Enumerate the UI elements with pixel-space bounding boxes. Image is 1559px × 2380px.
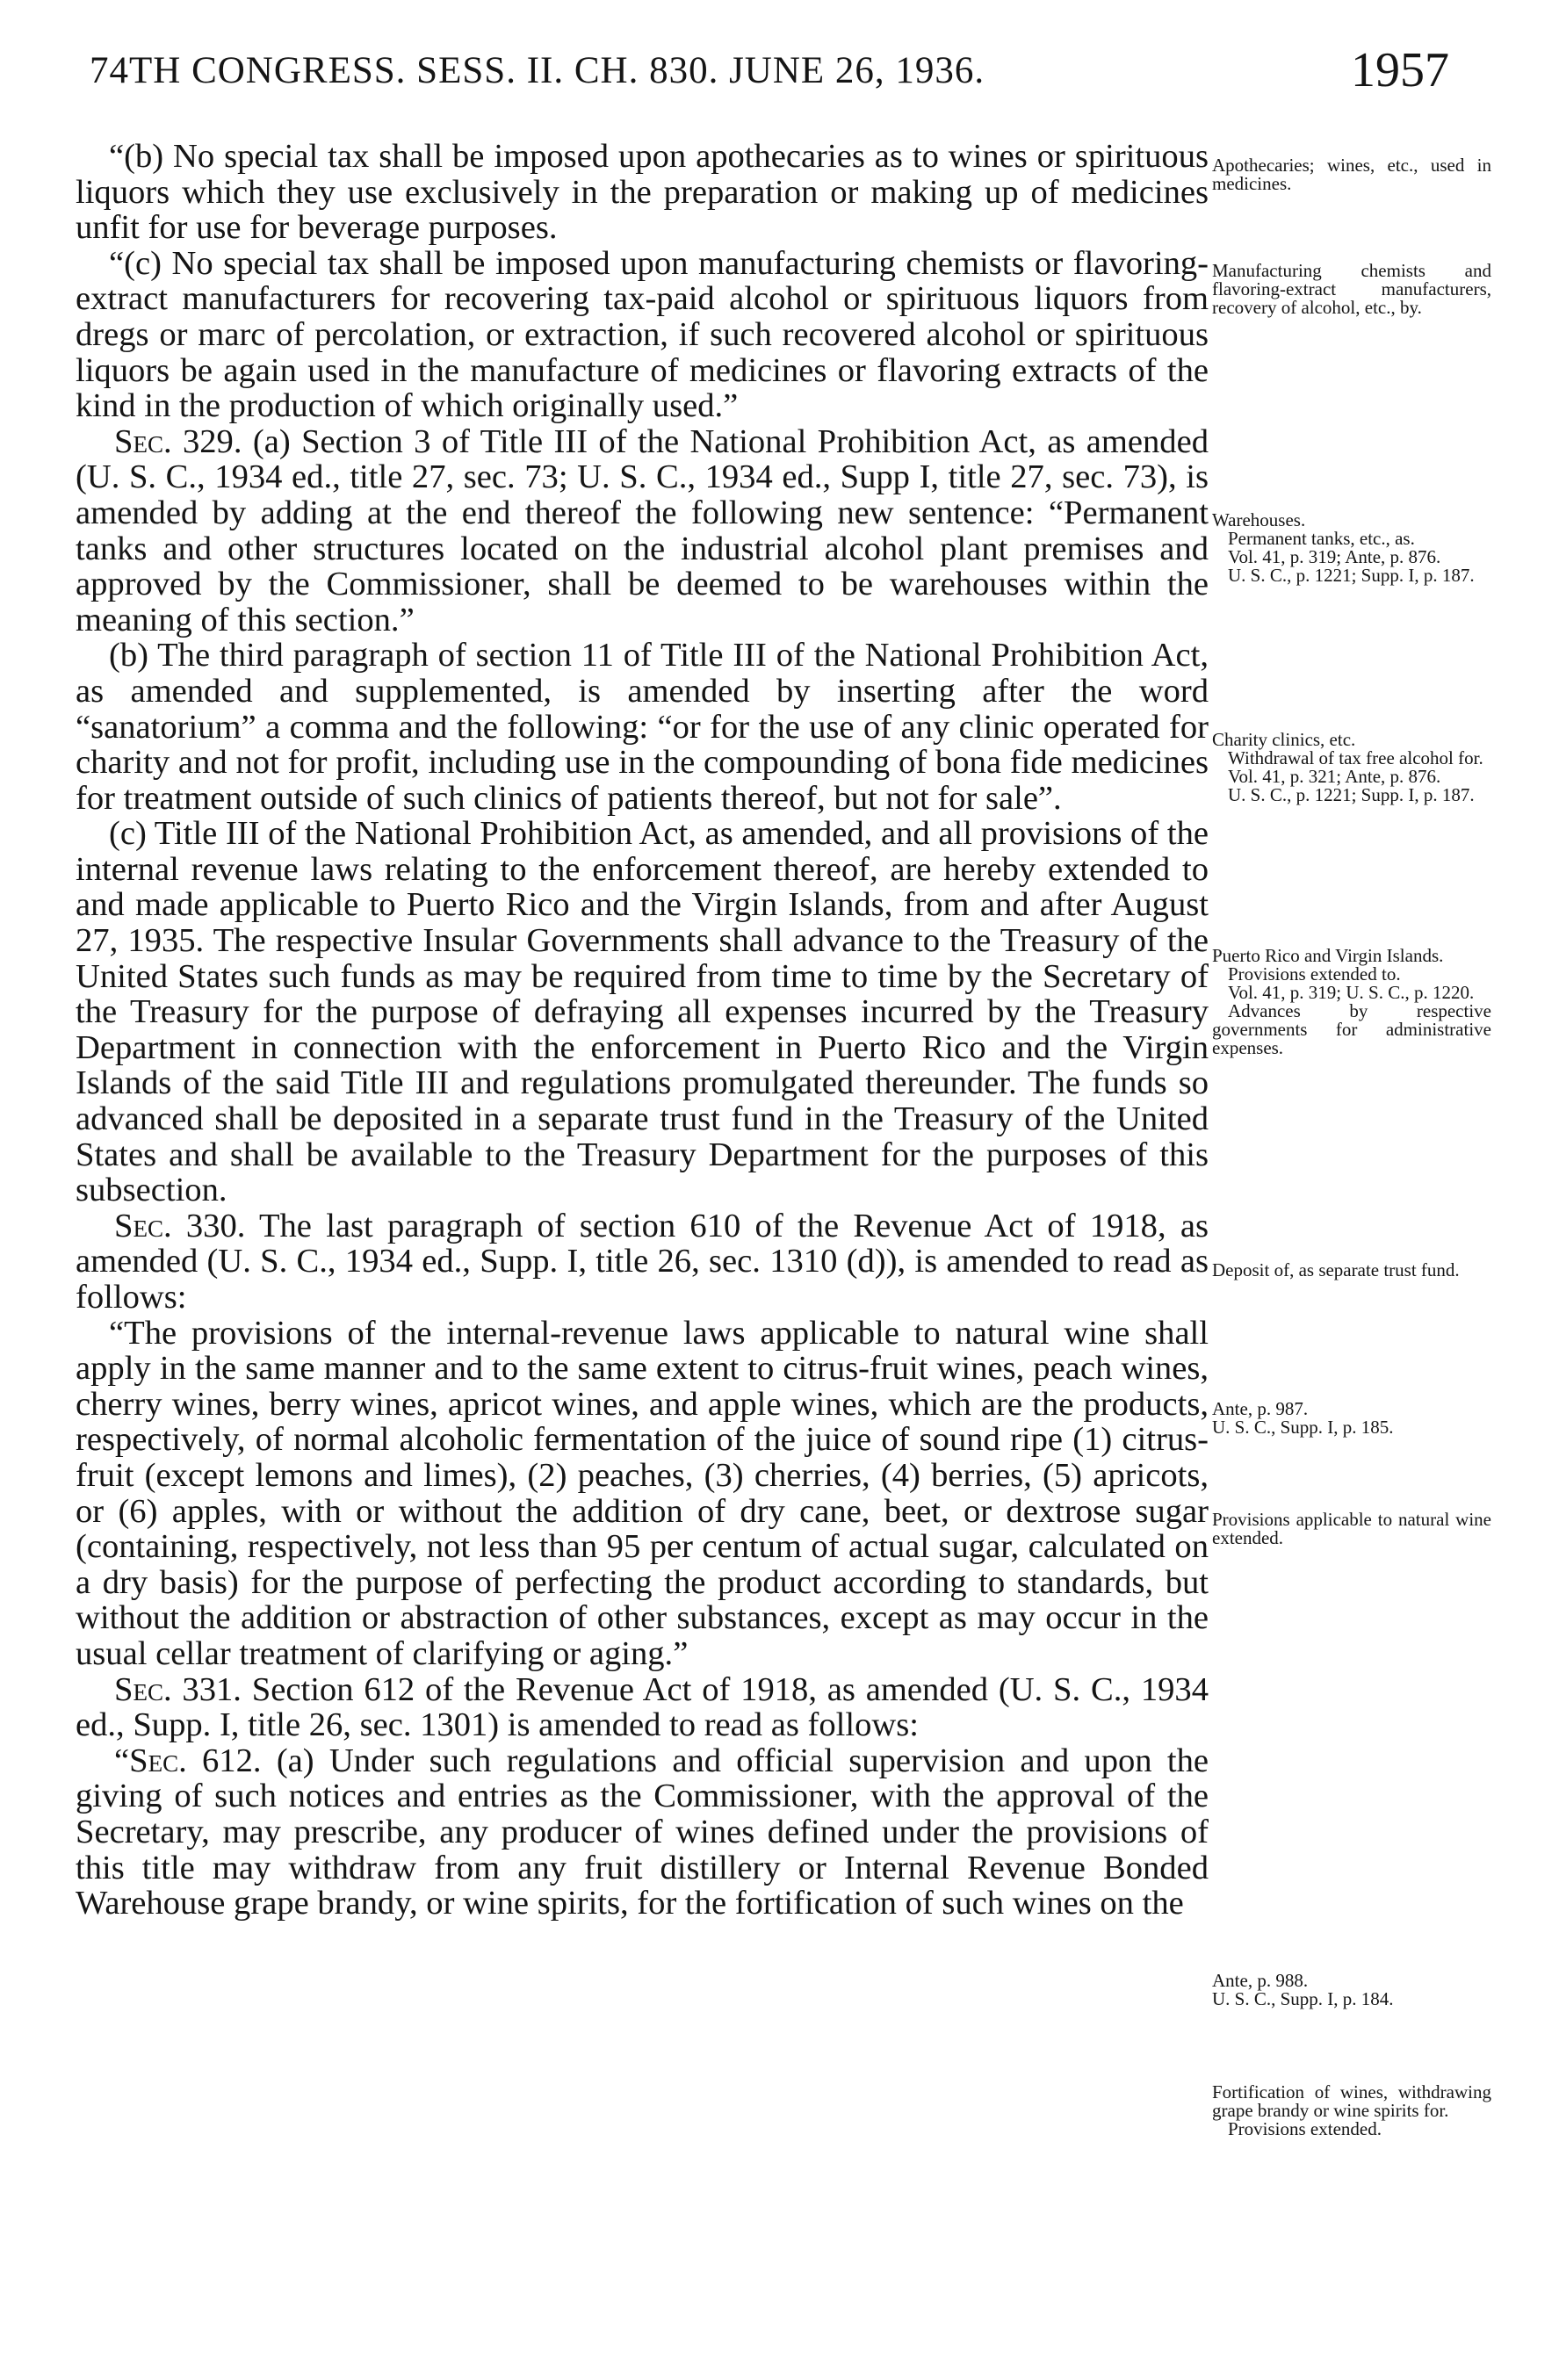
margin-note-ante-988: Ante, p. 988. U. S. C., Supp. I, p. 184.: [1212, 1970, 1394, 2009]
section-331: Sec. 331. Section 612 of the Revenue Act of 1918, as amended (U. S. C., 1934 ed., Supp. I, title 26, sec. 1301) is amended to read as follows:: [76, 1670, 1209, 1744]
margin-note-puerto-rico: Puerto Rico and Virgin Islands. Provisions extended to. Vol. 41, p. 319; U. S. C., p. 1220. Advances by respective governments for administrative expenses.: [1212, 945, 1491, 1058]
section-329-b: (b) The third paragraph of section 11 of Title III of the National Prohibition Act, as amended and supplemented, is amended by inserting after the word “sanatorium” a comma and the following: “or for the use of any clinic operated for charity and not for profit, including use in the compounding of bona fide medicines for treatment outside of such clinics of patients thereof, but not for sale”.: [76, 637, 1209, 817]
section-label: Sec. 331.: [114, 1670, 242, 1708]
margin-note-fortification: Fortification of wines, withdrawing grape brandy or wine spirits for. Provisions extended.: [1212, 2081, 1491, 2139]
page-header: [90, 39, 1449, 126]
section-label: Sec. 329.: [114, 422, 242, 460]
body-text: [76, 139, 1209, 1922]
section-329-a: Sec. 329. (a) Section 3 of Title III of the National Prohibition Act, as amended (U. S. C., 1934 ed., title 27, sec. 73; U. S. C., 1934 ed., Supp I, title 27, sec. 73), is amended by adding at the end thereof the following new sentence: “Permanent tanks and other structures located on the industrial alcohol plant premises and approved by the Commissioner, shall be deemed to be warehouses within the meaning of this section.”: [76, 422, 1209, 638]
margin-note-apothecaries: Apothecaries; wines, etc., used in medicines.: [1212, 155, 1491, 194]
paragraph-c-chemists: “(c) No special tax shall be imposed upon manufacturing chemists or flavoring-extract manufacturers for recovering tax-paid alcohol or spirituous liquors from dregs or marc of percolation, or extraction, if such recovered alcohol or spirituous liquors be again used in the manufacture of medicines or flavoring extracts of the kind in the production of which originally used.”: [76, 244, 1209, 425]
section-330: Sec. 330. The last paragraph of section 610 of the Revenue Act of 1918, as amended (U. S. C., 1934 ed., Supp. I, title 26, sec. 1310 (d)), is amended to read as follows:: [76, 1207, 1209, 1316]
page-number: 1957: [1351, 43, 1449, 97]
margin-note-natural-wine: Provisions applicable to natural wine extended.: [1212, 1509, 1491, 1548]
running-title: 74TH CONGRESS. SESS. II. CH. 830. JUNE 26, 1936.: [90, 50, 985, 91]
paragraph-b-apothecaries: “(b) No special tax shall be imposed upon apothecaries as to wines or spirituous liquors which they use exclusively in the preparation or making up of medicines unfit for use for beverage purposes.: [76, 138, 1209, 247]
section-330-quote: “The provisions of the internal-revenue laws applicable to natural wine shall apply in the same manner and to the same extent to citrus-fruit wines, peach wines, cherry wines, berry wines, apricot wines, and apple wines, which are the products, respectively, of normal alcoholic fermentation of the juice of sound ripe (1) citrus-fruit (except lemons and limes), (2) peaches, (3) cherries, (4) berries, (5) apricots, or (6) apples, with or without the addition of dry cane, beet, or dextrose sugar (containing, respectively, not less than 95 per centum of actual sugar, calculated on a dry basis) for the purpose of perfecting the product according to standards, but without the addition or abstraction of other substances, except as may occur in the usual cellar treatment of clarifying or aging.”: [76, 1314, 1209, 1672]
margin-note-deposit: Deposit of, as separate trust fund.: [1212, 1259, 1460, 1280]
section-label: “Sec. 612.: [114, 1742, 262, 1779]
section-label: Sec. 330.: [114, 1207, 246, 1244]
section-612-a: “Sec. 612. (a) Under such regulations and official supervision and upon the giving of such notices and entries as the Commissioner, with the approval of the Secretary, may prescribe, any producer of wines defined under the provisions of this title may withdraw from any fruit distillery or Internal Revenue Bonded Warehouse grape brandy, or wine spirits, for the fortification of such wines on the: [76, 1742, 1209, 1922]
margin-note-warehouses: Warehouses. Permanent tanks, etc., as. Vol. 41, p. 319; Ante, p. 876. U. S. C., p. 1221; Supp. I, p. 187.: [1212, 509, 1475, 586]
section-329-c: (c) Title III of the National Prohibition Act, as amended, and all provisions of the internal revenue laws relating to the enforcement thereof, are hereby extended to and made applicable to Puerto Rico and the Virgin Islands, from and after August 27, 1935. The respective Insular Governments shall advance to the Treasury of the United States such funds as may be required from time to time by the Secretary of the Treasury for the purpose of defraying all expenses incurred by the Treasury Department in connection with the enforcement in Puerto Rico and the Virgin Islands of the said Title III and regulations promulgated thereunder. The funds so advanced shall be deposited in a separate trust fund in the Treasury of the United States and shall be available to the Treasury Department for the purposes of this subsection.: [76, 815, 1209, 1209]
margin-note-manufacturing-chemists: Manufacturing chemists and flavoring-extract manufacturers, recovery of alcohol, etc., by.: [1212, 260, 1491, 318]
margin-note-ante-987: Ante, p. 987. U. S. C., Supp. I, p. 185.: [1212, 1398, 1394, 1438]
margin-note-charity-clinics: Charity clinics, etc. Withdrawal of tax free alcohol for. Vol. 41, p. 321; Ante, p. 876. U. S. C., p. 1221; Supp. I, p. 187.: [1212, 729, 1483, 805]
